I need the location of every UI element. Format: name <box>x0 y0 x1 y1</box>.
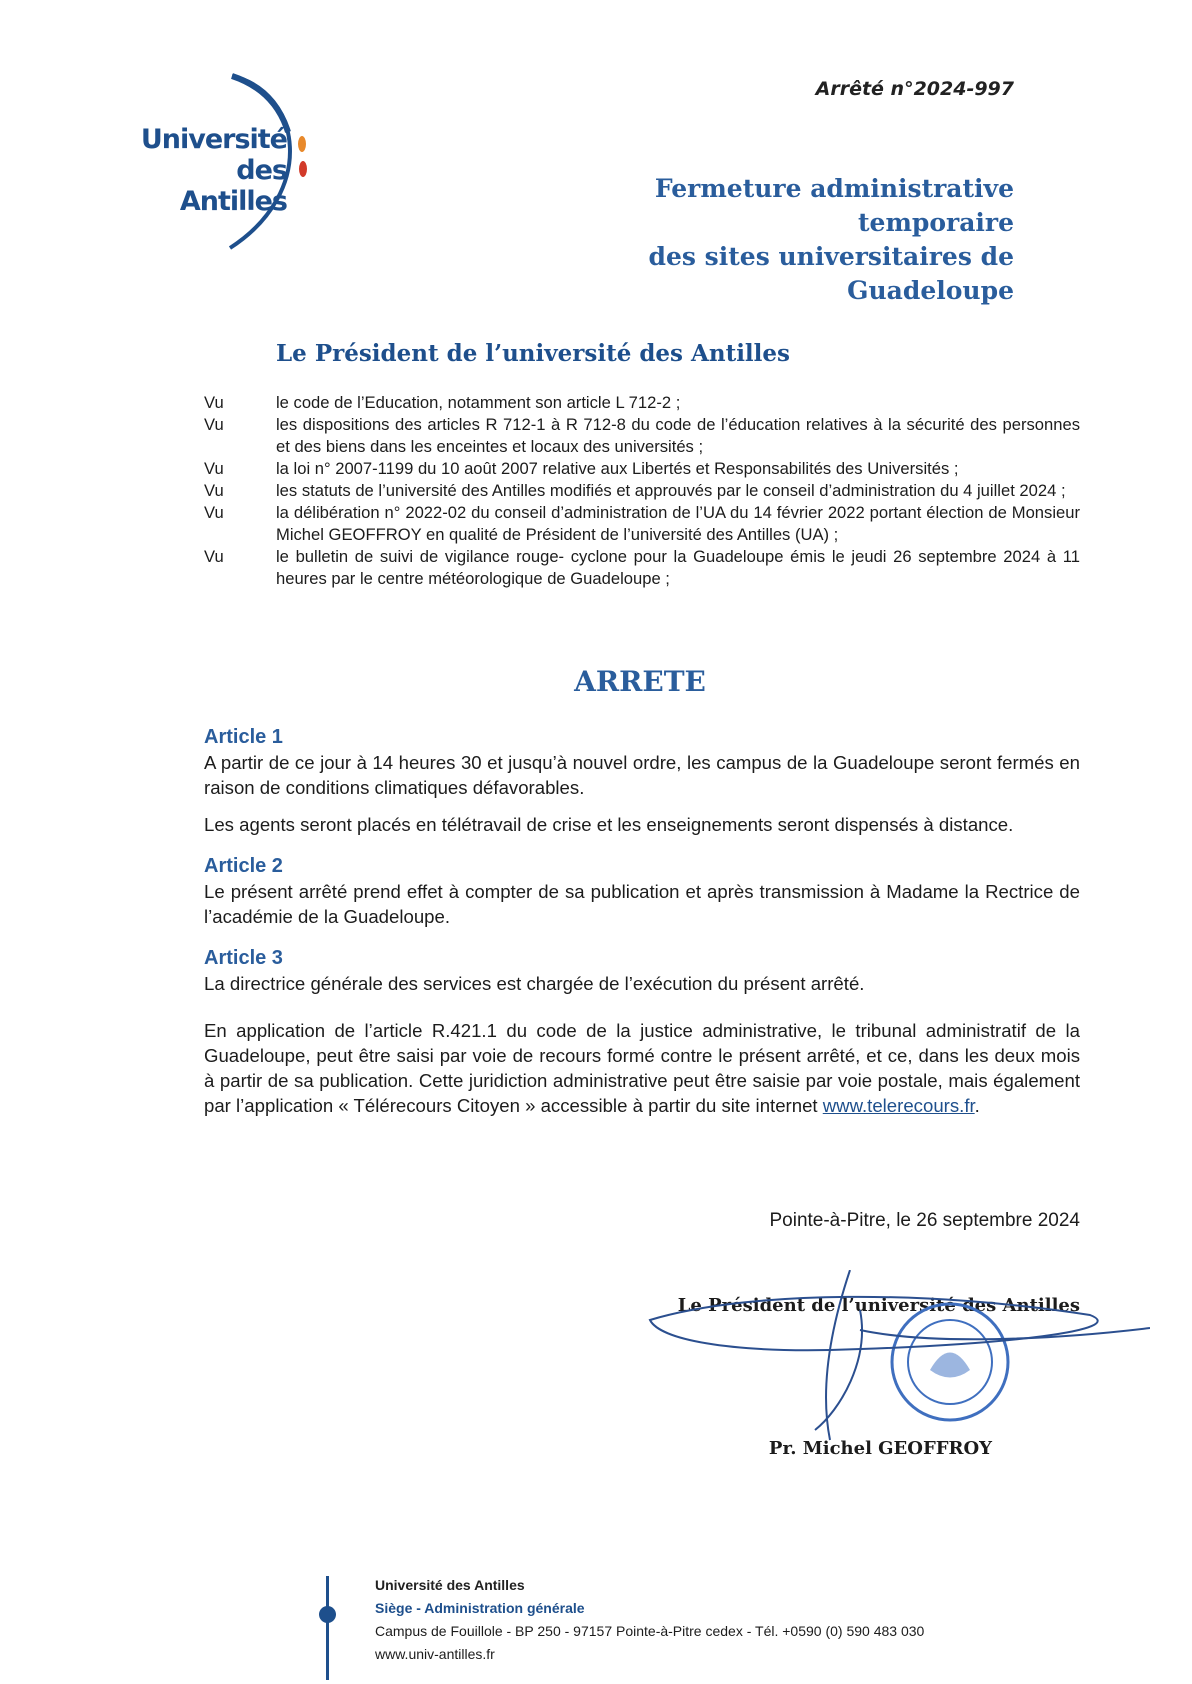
vu-text: le code de l’Education, notamment son article L 712-2 ; <box>276 393 681 412</box>
article-1-paragraph-1: A partir de ce jour à 14 heures 30 et jusqu’à nouvel ordre, les campus de la Guadeloupe seront fermés en raison de conditions climatiques défavorables. <box>204 752 1080 798</box>
recourse-end: . <box>974 1095 980 1116</box>
recourse-text: En application de l’article R.421.1 du code de la justice administrative, le tribunal administratif de la Guadeloupe, peut être saisi par voie de recours formé contre le présent arrêté, et ce, dans les deux mois à partir de sa publication. Cette juridiction administrative peut être saisie par voie postale, mais également par l’application « Télérecours Citoyen » accessible à partir du site internet <box>204 1020 1080 1116</box>
footer <box>375 1574 924 1666</box>
vu-text: le bulletin de suivi de vigilance rouge- cyclone pour la Guadeloupe émis le jeudi 26 septembre 2024 à 11 heures par le centre météorologique de Guadeloupe ; <box>276 547 1080 588</box>
university-logo <box>112 72 322 252</box>
vu-text: les dispositions des articles R 712-1 à R 712-8 du code de l’éducation relatives à la sécurité des personnes et des biens dans les enceintes et locaux des universités ; <box>276 415 1080 456</box>
document-title <box>494 172 1014 308</box>
vu-text: la loi n° 2007-1199 du 10 août 2007 relative aux Libertés et Responsabilités des Universités ; <box>276 459 959 478</box>
footer-department: Siège - Administration générale <box>375 1600 585 1616</box>
vu-text: la délibération n° 2022-02 du conseil d’administration de l’UA du 14 février 2022 portant élection de Monsieur Michel GEOFFROY en qualité de Président de l’université des Antilles (UA) ; <box>276 503 1080 544</box>
vu-item <box>204 392 1080 414</box>
article-1-title: Article 1 <box>204 726 283 748</box>
title-line-2: des sites universitaires de Guadeloupe <box>648 242 1014 305</box>
recourse-paragraph <box>204 1018 1080 1118</box>
footer-divider <box>326 1576 329 1680</box>
article-1-paragraph-2: Les agents seront placés en télétravail de crise et les enseignements seront dispensés à distance. <box>204 814 1014 835</box>
vu-label: Vu <box>204 415 224 434</box>
article-2-paragraph: Le présent arrêté prend effet à compter de sa publication et après transmission à Madame la Rectrice de l’académie de la Guadeloupe. <box>204 881 1080 927</box>
vu-item <box>204 414 1080 458</box>
footer-website[interactable]: www.univ-antilles.fr <box>375 1646 495 1662</box>
title-line-1: Fermeture administrative temporaire <box>654 174 1014 237</box>
vu-label: Vu <box>204 459 224 478</box>
arrete-number: Arrêté n°2024-997 <box>815 78 1014 100</box>
vu-item <box>204 546 1080 590</box>
vu-item <box>204 502 1080 546</box>
vu-label: Vu <box>204 481 224 500</box>
logo-line-2: des Antilles <box>179 155 287 217</box>
vu-text: les statuts de l’université des Antilles modifiés et approuvés par le conseil d’administration du 4 juillet 2024 ; <box>276 481 1066 500</box>
footer-org: Université des Antilles <box>375 1577 525 1593</box>
vu-item <box>204 458 1080 480</box>
signature-stroke <box>650 1297 1098 1350</box>
signatory-title: Le Président de l’université des Antilles <box>677 1295 1080 1316</box>
article-3-paragraph: La directrice générale des services est chargée de l’exécution du présent arrêté. <box>204 973 865 994</box>
arrete-heading: ARRETE <box>574 665 706 698</box>
president-heading: Le Président de l’université des Antilles <box>276 340 790 367</box>
telerecours-link[interactable]: www.telerecours.fr <box>822 1095 975 1116</box>
place-date: Pointe-à-Pitre, le 26 septembre 2024 <box>769 1210 1080 1231</box>
vu-label: Vu <box>204 503 224 522</box>
vu-list <box>204 392 1080 590</box>
article-3-title: Article 3 <box>204 947 283 969</box>
logo-wordmark <box>132 124 287 217</box>
articles-section <box>204 724 1080 1118</box>
footer-address: Campus de Fouillole - BP 250 - 97157 Pointe-à-Pitre cedex - Tél. +0590 (0) 590 483 030 <box>375 1623 925 1639</box>
logo-line-1: Université <box>140 124 287 155</box>
footer-bullet-icon <box>319 1606 336 1623</box>
article-2-title: Article 2 <box>204 855 283 877</box>
signatory-name: Pr. Michel GEOFFROY <box>768 1438 992 1459</box>
vu-label: Vu <box>204 393 224 412</box>
vu-item <box>204 480 1080 502</box>
vu-label: Vu <box>204 547 224 566</box>
